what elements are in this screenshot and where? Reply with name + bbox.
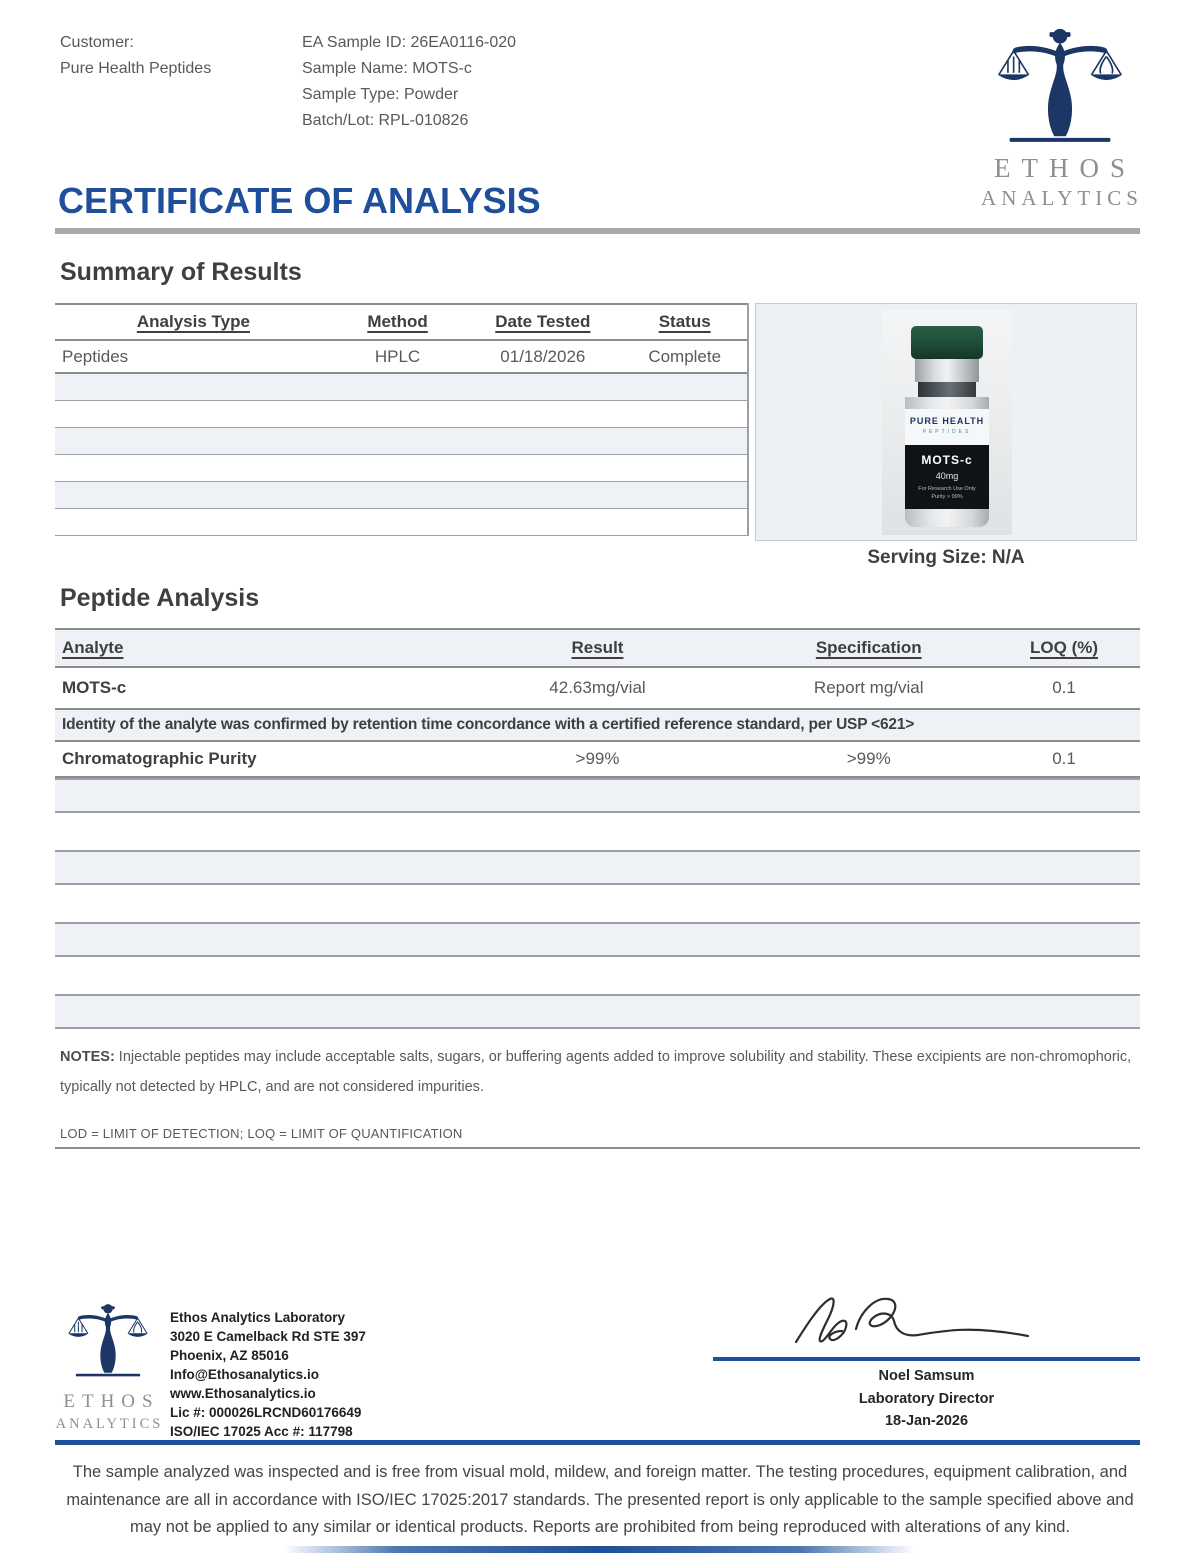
lab-accreditation: ISO/IEC 17025 Acc #: 117798 [170, 1424, 353, 1439]
notes-label: NOTES: [60, 1049, 115, 1065]
purity-spec: >99% [846, 749, 891, 768]
vial-neck [918, 382, 976, 398]
analysis-empty-row [55, 850, 1140, 885]
purity-loq: 0.1 [1052, 749, 1076, 768]
summary-empty-row [55, 374, 747, 401]
summary-empty-row [55, 482, 747, 509]
sample-name: Sample Name: MOTS-c [302, 60, 472, 77]
summary-header-row [55, 305, 747, 339]
analyte-spec: Report mg/vial [813, 678, 924, 697]
vial-brand-label [905, 409, 989, 445]
analyte-loq: 0.1 [1052, 678, 1076, 697]
vial-product-label [905, 445, 989, 509]
analyte-result: 42.63mg/vial [549, 678, 646, 697]
justice-scales-icon [960, 24, 1160, 146]
sample-photo [882, 310, 1012, 535]
sample-id: EA Sample ID: 26EA0116-020 [302, 34, 517, 51]
summary-analysis-type: Peptides [62, 346, 129, 366]
signature-rule [713, 1357, 1140, 1361]
analysis-empty-row [55, 778, 1140, 813]
lab-website: www.Ethosanalytics.io [170, 1386, 316, 1401]
summary-col-analysis-type: Analysis Type [136, 312, 250, 331]
footer-rule [55, 1440, 1140, 1445]
summary-col-date-tested: Date Tested [495, 312, 591, 331]
summary-table [55, 303, 749, 536]
signer-title: Laboratory Director [858, 1390, 995, 1407]
signer-name: Noel Samsum [878, 1368, 975, 1384]
sample-info-block [302, 30, 516, 134]
vial-seal [915, 359, 979, 382]
customer-name: Pure Health Peptides [60, 60, 212, 77]
serving-size: Serving Size: N/A [867, 547, 1025, 568]
summary-empty-row [55, 455, 747, 482]
notes-rule [55, 1147, 1140, 1149]
footer-brand-word-ethos: ETHOS [63, 1391, 160, 1412]
analysis-empty-row [55, 994, 1140, 1029]
analysis-empty-row [55, 922, 1140, 957]
lab-license: Lic #: 000026LRCND60176649 [170, 1405, 362, 1420]
purity-name: Chromatographic Purity [62, 749, 257, 768]
vial-brand-sub: PEPTIDES [922, 429, 972, 435]
summary-date-tested: 01/18/2026 [500, 346, 586, 366]
analysis-header-row [55, 630, 1140, 666]
summary-status: Complete [648, 346, 722, 366]
signature-block [713, 1365, 1140, 1433]
bottom-accent-bar [283, 1546, 915, 1553]
summary-heading: Summary of Results [60, 258, 302, 286]
footer-ethos-logo [46, 1294, 170, 1433]
customer-block [60, 30, 211, 82]
lod-loq-definition: LOD = LIMIT OF DETECTION; LOQ = LIMIT OF QUANTIFICATION [60, 1126, 463, 1141]
vial-body [905, 397, 989, 527]
peptide-analysis-table [55, 628, 1140, 1029]
brand-word-analytics: ANALYTICS [981, 186, 1143, 210]
peptide-analysis-heading: Peptide Analysis [60, 584, 260, 612]
summary-col-status: Status [658, 312, 711, 331]
vial-purity-line: Purity > 99% [931, 494, 963, 500]
ethos-logo [952, 24, 1167, 211]
analysis-row-purity [55, 742, 1140, 776]
analysis-col-analyte: Analyte [62, 638, 124, 657]
summary-method: HPLC [374, 346, 421, 366]
analysis-col-loq: LOQ (%) [1030, 638, 1099, 657]
analysis-col-specification: Specification [815, 638, 922, 657]
vial-strength: 40mg [935, 471, 959, 481]
signature-image [790, 1290, 1040, 1354]
customer-label: Customer: [60, 34, 134, 51]
summary-empty-row [55, 428, 747, 455]
vial-product-name: MOTS-c [921, 453, 973, 467]
batch-lot: Batch/Lot: RPL-010826 [302, 112, 469, 129]
brand-word-ethos: ETHOS [994, 153, 1136, 183]
lab-email: Info@Ethosanalytics.io [170, 1367, 319, 1382]
identity-note-row: Identity of the analyte was confirmed by retention time concordance with a certified reference standard, per USP <621> [55, 710, 1140, 740]
footer-brand-word-analytics: ANALYTICS [55, 1416, 164, 1432]
lab-address1: 3020 E Camelback Rd STE 397 [170, 1329, 366, 1344]
vial-brand-text: PURE HEALTH [909, 416, 985, 426]
vial-cap [911, 326, 983, 359]
disclaimer-text: The sample analyzed was inspected and is free from visual mold, mildew, and foreign matter. The testing procedures, equipment calibration, and maintenance are all in accordance with ISO/IEC 17025:2017 standards. The presented report is only applicable to the sample specified above and may not be applied to any similar or identical products. Reports are prohibited from being reproduced with alterations of any kind. [66, 1463, 1134, 1536]
summary-col-method: Method [367, 312, 428, 331]
summary-empty-row [55, 401, 747, 428]
analyte-name: MOTS-c [62, 678, 127, 697]
signature-date: 18-Jan-2026 [884, 1413, 969, 1429]
notes-paragraph [60, 1042, 1138, 1102]
summary-data-row [55, 341, 747, 372]
vial-research-line: For Research Use Only [918, 486, 976, 492]
lab-name: Ethos Analytics Laboratory [170, 1310, 346, 1325]
lab-address2: Phoenix, AZ 85016 [170, 1348, 289, 1363]
analysis-col-result: Result [571, 638, 624, 657]
sample-type: Sample Type: Powder [302, 86, 459, 103]
page-title: CERTIFICATE OF ANALYSIS [58, 180, 541, 221]
lab-info-block [170, 1308, 366, 1441]
summary-empty-row [55, 509, 747, 536]
purity-result: >99% [575, 749, 620, 768]
justice-scales-icon [56, 1294, 160, 1386]
notes-body: Injectable peptides may include acceptable salts, sugars, or buffering agents added to improve solubility and stability. These excipients are non-chromophoric, typically not detected by HPLC, and are not considered impurities. [60, 1049, 1132, 1095]
title-rule [55, 228, 1140, 234]
sample-photo-box [755, 303, 1137, 541]
analysis-row-mots-c [55, 668, 1140, 708]
